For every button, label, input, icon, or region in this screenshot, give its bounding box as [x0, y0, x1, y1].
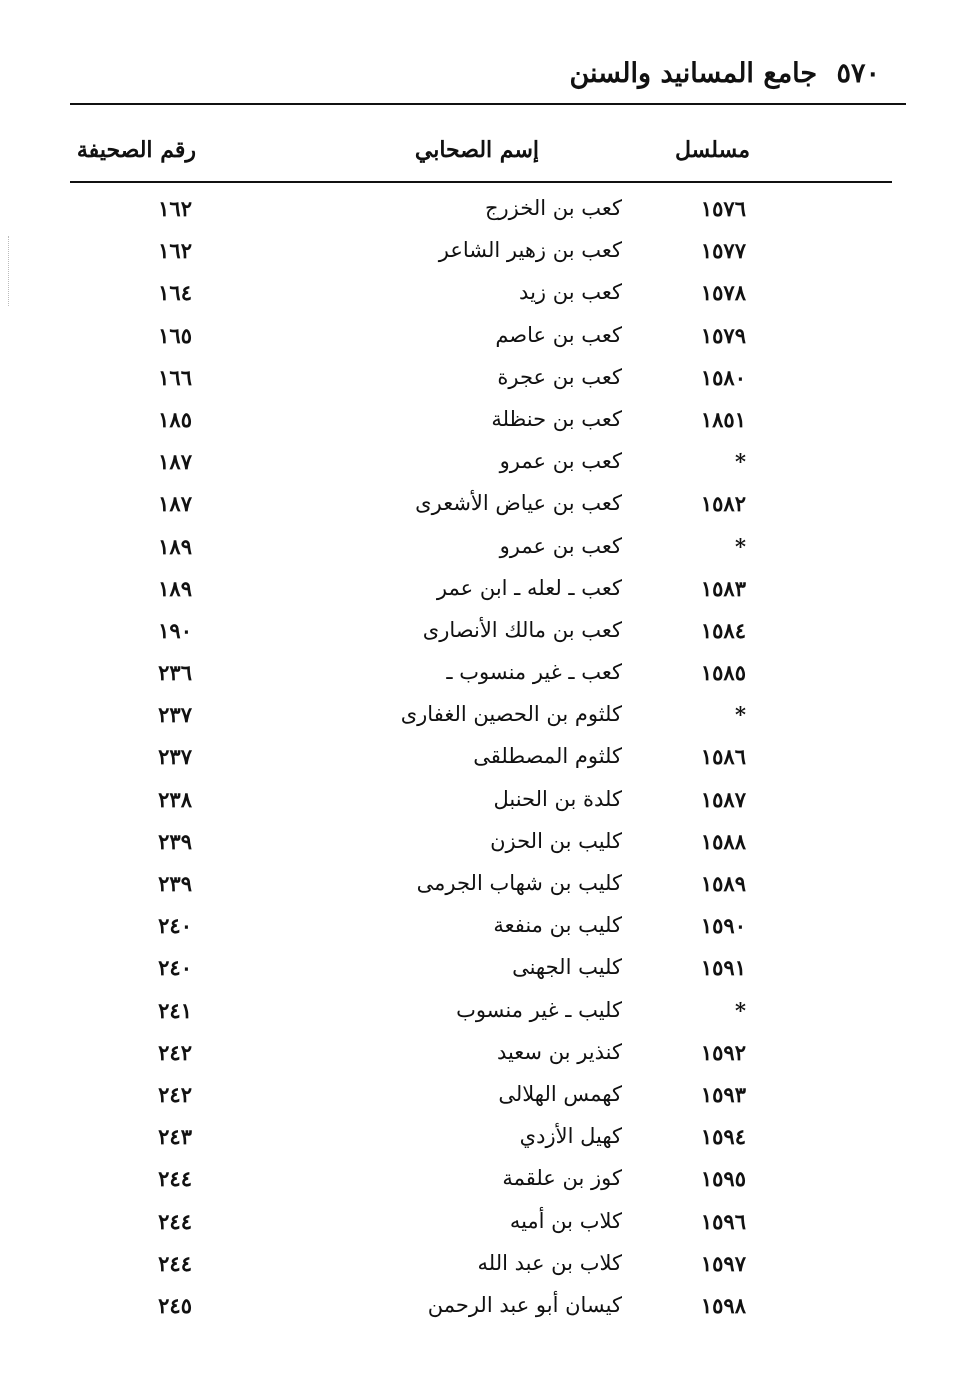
row-page-number: ١٨٧: [158, 449, 192, 475]
table-row: [0, 696, 976, 738]
table-row: [0, 1203, 976, 1245]
header-page-number: رقم الصحيفة: [76, 137, 196, 163]
row-serial: *: [735, 449, 746, 475]
book-title: جامع المسانيد والسنن: [569, 58, 818, 89]
table-row: [0, 274, 976, 316]
table-row: [0, 232, 976, 274]
row-companion-name: كعب بن زيد: [519, 280, 622, 305]
row-serial: ١٥٧٧: [700, 238, 746, 264]
row-page-number: ١٨٩: [158, 533, 192, 559]
row-serial: ١٥٨٠: [700, 364, 746, 390]
row-serial: ١٨٥١: [700, 406, 746, 432]
row-companion-name: كليب بن الحزن: [490, 828, 622, 853]
row-companion-name: كعب بن عياض الأشعرى: [415, 491, 622, 516]
table-row: [0, 949, 976, 991]
header-rule: [70, 181, 892, 183]
row-serial: ١٥٨٥: [700, 660, 746, 686]
row-page-number: ٢٣٧: [158, 744, 192, 770]
row-companion-name: كعب ـ لعله ـ ابن عمر: [436, 575, 622, 600]
index-table: [0, 190, 976, 1329]
page-number: ٥٧٠: [836, 58, 880, 89]
row-page-number: ٢٤٣: [158, 1124, 192, 1150]
table-row: [0, 654, 976, 696]
row-page-number: ٢٤٤: [158, 1208, 192, 1234]
row-page-number: ١٩٠: [158, 617, 192, 643]
table-row: [0, 401, 976, 443]
row-companion-name: كيسان أبو عبد الرحمن: [427, 1292, 622, 1317]
table-row: [0, 1160, 976, 1202]
table-row: [0, 992, 976, 1034]
row-page-number: ١٨٩: [158, 575, 192, 601]
row-companion-name: كليب الجهنى: [512, 955, 622, 980]
row-companion-name: كلاب بن أميه: [509, 1208, 622, 1233]
row-page-number: ٢٣٨: [158, 786, 192, 812]
row-page-number: ٢٤٠: [158, 913, 192, 939]
table-row: [0, 738, 976, 780]
row-companion-name: كعب بن زهير الشاعر: [438, 238, 622, 263]
row-serial: *: [735, 997, 746, 1023]
table-row: [0, 1034, 976, 1076]
row-companion-name: كعب ـ غير منسوب ـ: [446, 660, 622, 685]
table-row: [0, 1118, 976, 1160]
row-page-number: ٢٤٢: [158, 1081, 192, 1107]
row-serial: *: [735, 533, 746, 559]
row-page-number: ١٦٢: [158, 196, 192, 221]
row-companion-name: كلثوم بن الحصين الغفارى: [400, 702, 622, 727]
row-serial: ١٥٨٨: [700, 828, 746, 854]
table-row: [0, 317, 976, 359]
row-serial: ١٥٧٦: [700, 196, 746, 221]
table-row: [0, 359, 976, 401]
table-row: [0, 612, 976, 654]
row-serial: ١٥٨٤: [700, 617, 746, 643]
row-serial: ١٥٩٠: [700, 913, 746, 939]
row-serial: ١٥٨٢: [700, 491, 746, 517]
row-serial: ١٥٩٥: [700, 1166, 746, 1192]
row-page-number: ١٨٥: [158, 406, 192, 432]
row-serial: ١٥٩٨: [700, 1292, 746, 1318]
row-page-number: ٢٤٠: [158, 955, 192, 981]
row-companion-name: كليب بن منفعة: [493, 913, 622, 938]
table-row: [0, 907, 976, 949]
row-companion-name: كليب بن شهاب الجرمى: [416, 871, 622, 895]
row-serial: *: [735, 702, 746, 728]
row-serial: ١٥٧٩: [700, 322, 746, 348]
row-page-number: ٢٤٥: [158, 1292, 192, 1318]
row-page-number: ١٦٢: [158, 238, 192, 264]
row-page-number: ٢٣٩: [158, 828, 192, 854]
table-row: [0, 865, 976, 907]
row-serial: ١٥٩١: [700, 955, 746, 981]
row-companion-name: كعب بن عجرة: [497, 364, 622, 389]
row-companion-name: كهمس الهلالى: [498, 1081, 622, 1106]
table-row: [0, 443, 976, 485]
row-page-number: ٢٤١: [158, 997, 192, 1023]
row-companion-name: كعب بن الخزرج: [484, 196, 622, 220]
table-row: [0, 1076, 976, 1118]
row-companion-name: كعب بن عمرو: [499, 449, 622, 474]
row-serial: ١٥٩٧: [700, 1250, 746, 1276]
row-page-number: ٢٤٤: [158, 1166, 192, 1192]
row-serial: ١٥٨٦: [700, 744, 746, 770]
row-companion-name: كعب بن مالك الأنصارى: [422, 617, 622, 642]
row-companion-name: كعب بن حنظلة: [491, 406, 622, 431]
row-companion-name: كعب بن عاصم: [495, 322, 622, 347]
row-companion-name: كليب ـ غير منسوب: [456, 997, 622, 1022]
table-row: [0, 485, 976, 527]
row-page-number: ١٦٦: [158, 364, 192, 390]
row-serial: ١٥٩٤: [700, 1124, 746, 1150]
table-row: [0, 528, 976, 570]
row-serial: ١٥٧٨: [700, 280, 746, 306]
row-page-number: ١٨٧: [158, 491, 192, 517]
header-companion-name: إسم الصحابي: [414, 137, 539, 163]
row-companion-name: كعب بن عمرو: [499, 533, 622, 558]
top-rule: [70, 103, 906, 105]
row-companion-name: كوز بن علقمة: [502, 1166, 622, 1191]
row-page-number: ٢٣٩: [158, 871, 192, 896]
row-companion-name: كلدة بن الحنبل: [493, 786, 622, 811]
row-serial: ١٥٩٣: [700, 1081, 746, 1107]
table-row: [0, 570, 976, 612]
row-serial: ١٥٨٣: [700, 575, 746, 601]
row-serial: ١٥٨٩: [700, 871, 746, 896]
row-serial: ١٥٩٢: [700, 1039, 746, 1065]
row-page-number: ١٦٤: [158, 280, 192, 306]
row-page-number: ٢٣٦: [158, 660, 192, 686]
table-row: [0, 823, 976, 865]
header-serial: مسلسل: [675, 137, 750, 163]
table-row: [0, 1287, 976, 1329]
row-page-number: ١٦٥: [158, 322, 192, 348]
row-companion-name: كنذير بن سعيد: [496, 1039, 622, 1064]
row-serial: ١٥٩٦: [700, 1208, 746, 1234]
row-companion-name: كلاب بن عبد الله: [477, 1250, 622, 1275]
table-row: [0, 781, 976, 823]
row-companion-name: كهيل الأزدي: [519, 1124, 622, 1149]
table-row: [0, 1245, 976, 1287]
row-page-number: ٢٤٤: [158, 1250, 192, 1276]
row-page-number: ٢٣٧: [158, 702, 192, 728]
table-row: [0, 190, 976, 232]
row-page-number: ٢٤٢: [158, 1039, 192, 1065]
running-head: [569, 58, 880, 89]
row-serial: ١٥٨٧: [700, 786, 746, 812]
row-companion-name: كلثوم المصطلقى: [473, 744, 622, 769]
